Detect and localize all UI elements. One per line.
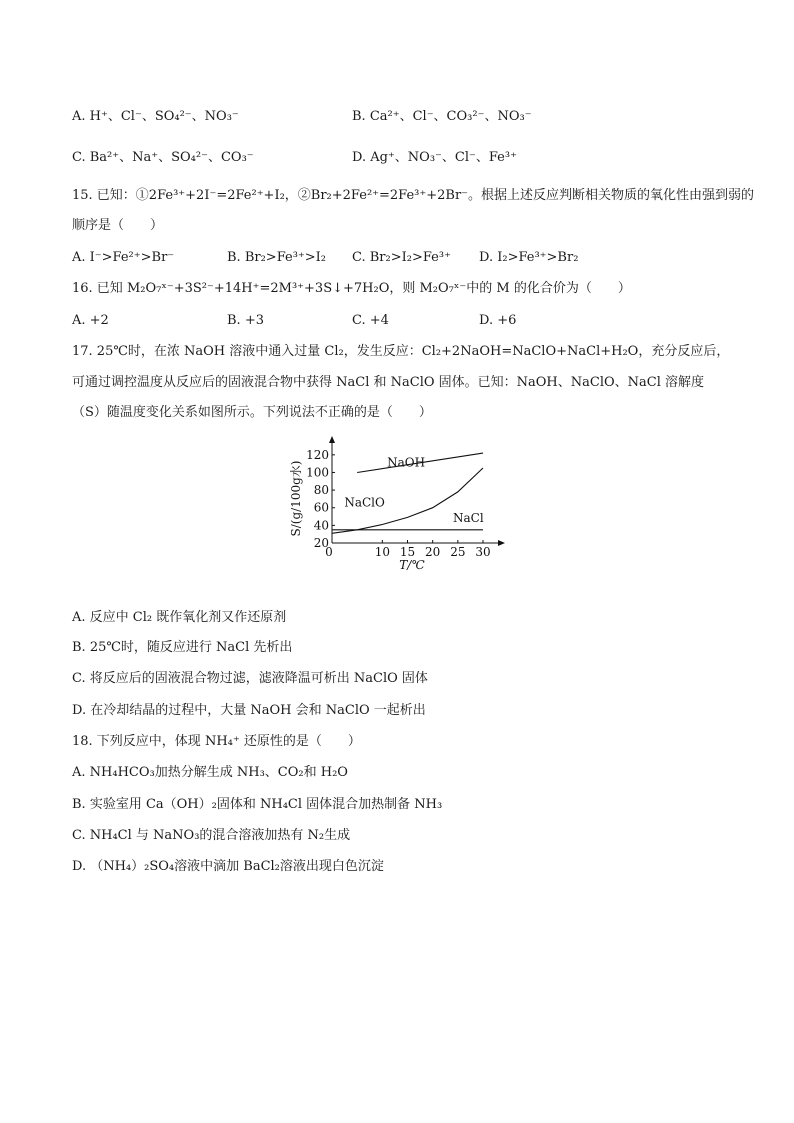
x-tick-label: 25 (450, 545, 466, 559)
x-axis-label: T/℃ (399, 558, 425, 570)
y-axis-arrow (329, 436, 335, 443)
y-tick-label: 20 (313, 536, 329, 550)
q15-stem-line2: 顺序是（ ） (72, 218, 164, 233)
solubility-chart (284, 436, 514, 570)
q16-option-a: A. +2 (72, 313, 109, 328)
q14-option-b: B. Ca²⁺、Cl⁻、CO₃²⁻、NO₃⁻ (352, 109, 532, 124)
q18-option-d: D. （NH₄）₂SO₄溶液中滴加 BaCl₂溶液出现白色沉淀 (72, 859, 384, 874)
x-tick-label: 10 (374, 545, 390, 559)
q15-option-a: A. I⁻>Fe²⁺>Br⁻ (72, 250, 175, 265)
q16-option-b: B. +3 (227, 313, 264, 328)
q14-option-a: A. H⁺、Cl⁻、SO₄²⁻、NO₃⁻ (72, 109, 239, 124)
q18-option-c: C. NH₄Cl 与 NaNO₃的混合溶液加热有 N₂生成 (72, 828, 351, 843)
q17-stem-line2: 可通过调控温度从反应后的固液混合物中获得 NaCl 和 NaClO 固体。已知：NaOH、NaClO、NaCl 溶解度 (72, 375, 705, 390)
q18-option-a: A. NH₄HCO₃加热分解生成 NH₃、CO₂和 H₂O (72, 765, 348, 780)
q17-stem-line1: 17. 25℃时，在浓 NaOH 溶液中通入过量 Cl₂，发生反应：Cl₂+2NaOH=NaClO+NaCl+H₂O，充分反应后， (72, 344, 730, 359)
y-axis-label: S/(g/100g水) (289, 460, 303, 537)
series-label-naoh: NaOH (387, 455, 426, 470)
q18-option-b: B. 实验室用 Ca（OH）₂固体和 NH₄Cl 固体混合加热制备 NH₃ (72, 797, 443, 812)
q14-option-d: D. Ag⁺、NO₃⁻、Cl⁻、Fe³⁺ (352, 150, 517, 165)
q17-option-d: D. 在冷却结晶的过程中，大量 NaOH 会和 NaClO 一起析出 (72, 703, 426, 718)
x-axis-arrow (498, 540, 505, 546)
y-tick-label: 100 (306, 465, 329, 480)
y-tick-label: 60 (313, 500, 329, 515)
q14-option-c: C. Ba²⁺、Na⁺、SO₄²⁻、CO₃⁻ (72, 150, 254, 165)
x-tick-label: 0 (325, 545, 333, 559)
q15-stem-line1: 15. 已知：①2Fe³⁺+2I⁻=2Fe²⁺+I₂，②Br₂+2Fe²⁺=2Fe³⁺+2Br⁻。根据上述反应判断相关物质的氧化性由强到弱的 (72, 188, 755, 203)
x-tick-label: 30 (475, 545, 491, 559)
q15-option-b: B. Br₂>Fe³⁺>I₂ (227, 250, 327, 265)
q16-option-c: C. +4 (352, 313, 389, 328)
chart-layer (288, 436, 505, 570)
y-tick-label: 120 (306, 447, 329, 462)
q16-option-d: D. +6 (479, 313, 517, 328)
series-label-nacl: NaCl (453, 510, 484, 525)
y-tick-label: 80 (313, 483, 329, 498)
q15-option-c: C. Br₂>I₂>Fe³⁺ (352, 250, 451, 265)
q17-stem-line3: （S）随温度变化关系如图所示。下列说法不正确的是（ ） (72, 405, 432, 420)
q16-stem: 16. 已知 M₂O₇ˣ⁻+3S²⁻+14H⁺=2M³⁺+3S↓+7H₂O，则 M₂O₇ˣ⁻中的 M 的化合价为（ ） (72, 281, 631, 296)
x-tick-label: 20 (425, 545, 441, 559)
series-label-naclo: NaClO (344, 495, 385, 510)
x-tick-label: 15 (399, 545, 416, 559)
q17-option-b: B. 25℃时，随反应进行 NaCl 先析出 (72, 640, 293, 655)
q17-option-a: A. 反应中 Cl₂ 既作氧化剂又作还原剂 (72, 610, 287, 625)
y-tick-label: 40 (313, 518, 329, 533)
q17-option-c: C. 将反应后的固液混合物过滤，滤液降温可析出 NaClO 固体 (72, 671, 428, 686)
q18-stem: 18. 下列反应中，体现 NH₄⁺ 还原性的是（ ） (72, 734, 361, 749)
q15-option-d: D. I₂>Fe³⁺>Br₂ (479, 250, 579, 265)
